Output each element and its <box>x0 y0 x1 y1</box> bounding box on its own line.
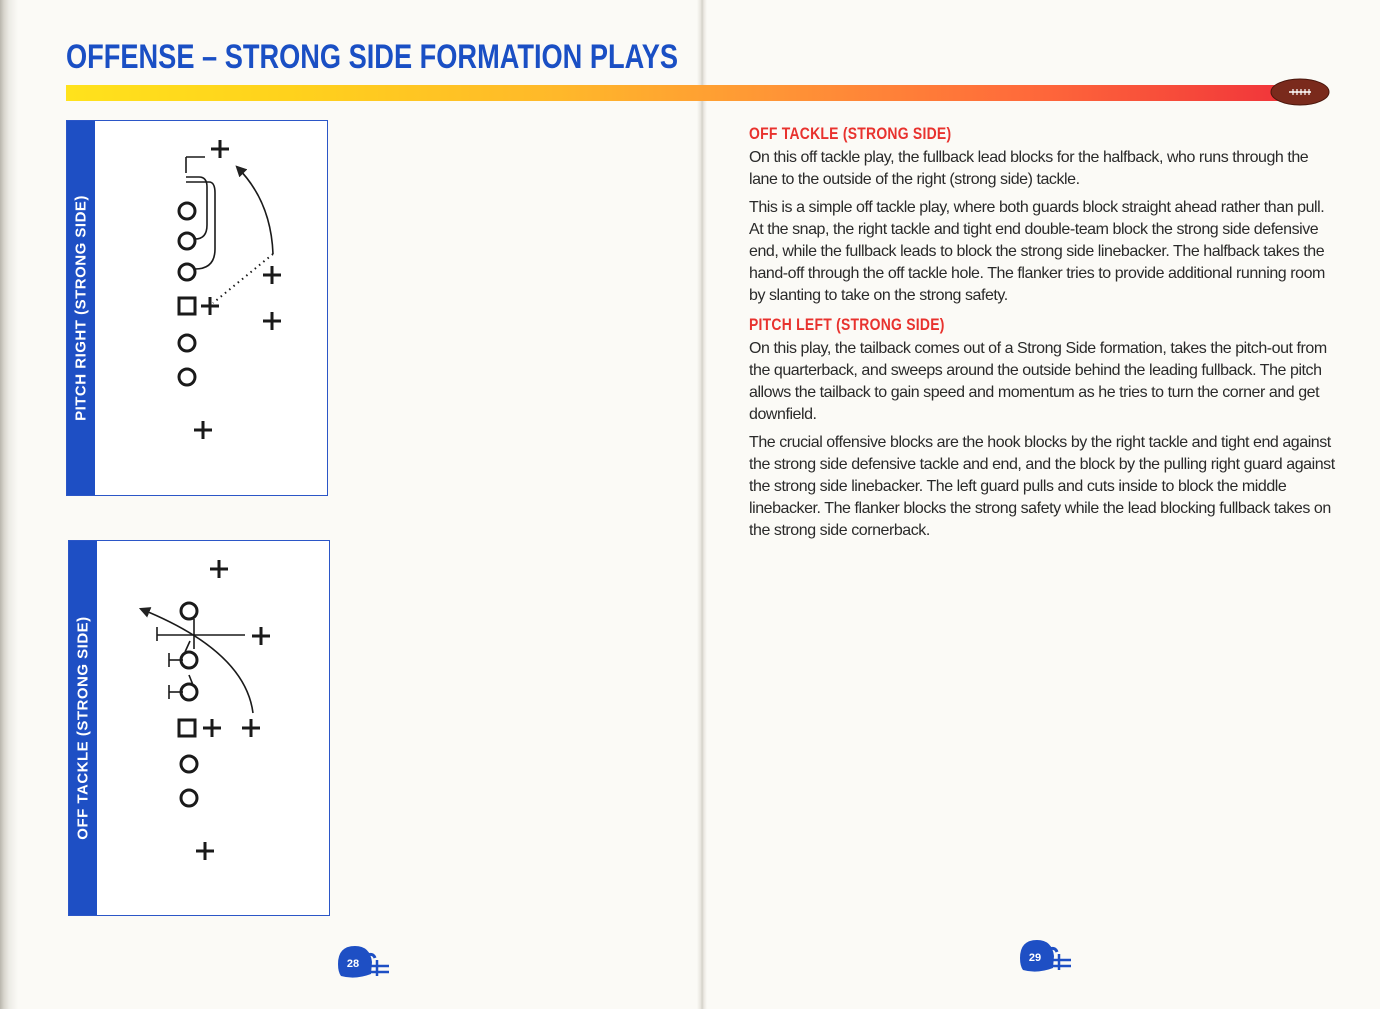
page-edge-shadow <box>0 0 18 1009</box>
page-number: 28 <box>346 958 360 970</box>
play-diagram-drawing <box>97 541 329 915</box>
page-number: 29 <box>1028 952 1042 964</box>
play-diagram-off-tackle <box>68 540 330 916</box>
football-icon <box>1270 77 1330 107</box>
right-page-text <box>749 124 1337 548</box>
section-heading: OFF TACKLE (STRONG SIDE) <box>749 124 952 143</box>
page-number-right <box>1017 938 1077 978</box>
page-number-left <box>335 944 395 984</box>
play-diagram-drawing <box>95 121 327 495</box>
section-off-tackle <box>749 124 1337 307</box>
diagram-label: PITCH RIGHT (STRONG SIDE) <box>72 195 90 421</box>
section-pitch-left <box>749 315 1337 542</box>
diagram-side-tab <box>69 541 97 915</box>
paragraph: On this off tackle play, the fullback lead blocks for the halfback, who runs through the lane to the outside of the right (strong side) tackle. <box>749 149 1309 188</box>
play-diagram-pitch-right <box>66 120 328 496</box>
paragraph: On this play, the tailback comes out of a Strong Side formation, takes the pitch-out from the quarterback, and sweeps around the outside behind the leading fullback. The pitch allows the tailback to gain speed and momentum as he tries to turn the corner and get downfield. <box>749 340 1327 423</box>
diagram-label: OFF TACKLE (STRONG SIDE) <box>74 616 92 840</box>
page-title: OFFENSE – STRONG SIDE FORMATION PLAYS <box>66 38 679 76</box>
paragraph: The crucial offensive blocks are the hook blocks by the right tackle and tight end against the strong side defensive tackle and end, and the block by the pulling right guard against the strong side linebacker. The left guard pulls and cuts inside to block the middle linebacker. The flanker blocks the strong safety while the lead blocking fullback takes on the strong side cornerback. <box>749 434 1335 539</box>
diagram-side-tab <box>67 121 95 495</box>
header-gradient-stripe <box>66 85 1298 101</box>
paragraph: This is a simple off tackle play, where both guards block straight ahead rather than pull. At the snap, the right tackle and tight end double-team block the strong side defensive end, while the fullback leads to block the strong side linebacker. The halfback takes the hand-off through the off tackle hole. The flanker tries to provide additional running room by slanting to take on the strong safety. <box>749 199 1325 304</box>
book-spine <box>697 0 707 1009</box>
section-heading: PITCH LEFT (STRONG SIDE) <box>749 315 945 334</box>
